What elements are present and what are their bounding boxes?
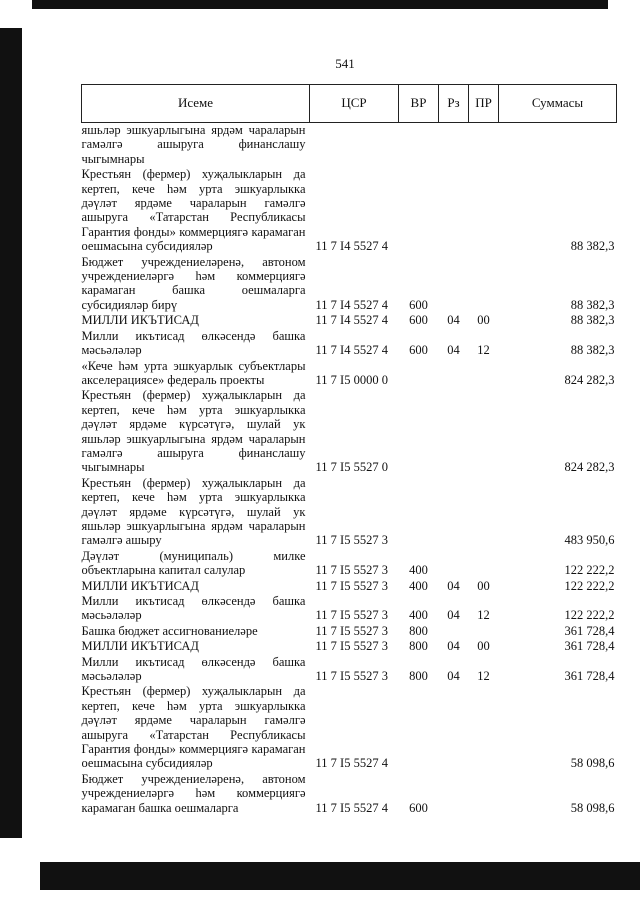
cell-name: Милли икътисад өлкәсендә башка мәсьәләләр [81, 594, 306, 623]
cell-pr [469, 388, 499, 475]
cell-name: Башка бюджет ассигнованиеләре [81, 623, 258, 638]
cell-sum: 122 222,2 [564, 608, 615, 623]
cell-csr: 11 7 I4 5527 4 [315, 343, 388, 358]
table-row [82, 594, 617, 624]
cell-sum [499, 123, 617, 168]
cell-rz: 04 [447, 639, 460, 654]
table-row [82, 123, 617, 168]
header-csr: ЦСР [310, 85, 399, 123]
cell-vr: 600 [409, 800, 428, 815]
table-row [82, 313, 617, 328]
cell-sum: 88 382,3 [570, 239, 615, 254]
cell-pr [469, 684, 499, 771]
cell-vr: 800 [409, 623, 428, 638]
cell-pr: 00 [477, 578, 490, 593]
cell-name: Милли икътисад өлкәсендә башка мәсьәләләр [81, 328, 306, 358]
cell-sum: 122 222,2 [564, 563, 615, 578]
cell-pr [469, 476, 499, 549]
cell-sum: 361 728,4 [564, 669, 615, 684]
cell-rz [439, 549, 469, 579]
scan-border-left [0, 28, 22, 838]
scan-border-bottom [40, 862, 640, 890]
cell-name: Крестьян (фермер) хуҗалыкларын да кертеп, кече һәм урта эшкуарлыкка дәүләт ярдәме чараларын гамәлгә ашыруга «Татарстан Республикасы Гарантия фонды» коммерциягә карамаган оешмасына субсидияләр [81, 684, 306, 771]
cell-name: Бюджет учреждениеләренә, автоном учреждениеләргә һәм коммерциягә карамаган башка оешмаларга субсидияләр бирү [81, 254, 306, 312]
header-pr: ПР [469, 85, 499, 123]
cell-name: Милли икътисад өлкәсендә башка мәсьәләләр [81, 654, 306, 684]
cell-name: МИЛЛИ ИКЪТИСАД [81, 639, 199, 654]
cell-name: Крестьян (фермер) хуҗалыкларын да кертеп, кече һәм урта эшкуарлыкка дәүләт ярдәме чараларын гамәлгә ашыруга «Татарстан Республикасы Гарантия фонды» коммерциягә карамаган оешмасына субсидияләр [81, 167, 306, 254]
cell-csr: 11 7 I4 5527 4 [315, 313, 388, 328]
cell-csr: 11 7 I5 0000 0 [315, 372, 388, 387]
table-row [82, 684, 617, 771]
cell-name: яшьләр эшкуарлыгына ярдәм чараларын гамәлгә ашыруга финанслашу чыгымнары [81, 123, 306, 166]
table-row [82, 476, 617, 549]
cell-sum: 88 382,3 [570, 297, 615, 312]
cell-rz [439, 476, 469, 549]
header-vr: ВР [399, 85, 439, 123]
cell-csr: 11 7 I5 5527 4 [315, 800, 388, 815]
cell-csr: 11 7 I5 5527 3 [315, 669, 388, 684]
header-sum: Суммасы [499, 85, 617, 123]
table-row [82, 359, 617, 389]
table-row [82, 388, 617, 475]
cell-name: МИЛЛИ ИКЪТИСАД [81, 578, 199, 593]
cell-pr [469, 359, 499, 389]
cell-csr: 11 7 I5 5527 3 [315, 623, 388, 638]
cell-csr: 11 7 I5 5527 3 [315, 533, 388, 548]
cell-rz: 04 [447, 313, 460, 328]
budget-table [81, 84, 617, 816]
cell-sum: 824 282,3 [564, 460, 615, 475]
cell-sum: 88 382,3 [570, 343, 615, 358]
cell-rz: 04 [447, 343, 460, 358]
cell-vr [399, 167, 439, 254]
table-row [82, 549, 617, 579]
cell-sum: 122 222,2 [564, 578, 615, 593]
cell-sum: 88 382,3 [570, 313, 615, 328]
cell-csr: 11 7 I5 5527 3 [315, 639, 388, 654]
table-header-row [82, 85, 617, 123]
scan-border-top [32, 0, 608, 9]
cell-rz: 04 [447, 608, 460, 623]
cell-vr [399, 359, 439, 389]
cell-rz [439, 123, 469, 168]
cell-vr: 400 [409, 578, 428, 593]
cell-rz: 04 [447, 578, 460, 593]
cell-pr: 12 [477, 343, 490, 358]
cell-rz [439, 167, 469, 254]
cell-pr [469, 123, 499, 168]
cell-vr: 600 [409, 343, 428, 358]
cell-sum: 483 950,6 [564, 533, 615, 548]
cell-name: Бюджет учреждениеләренә, автоном учреждениеләргә һәм коммерциягә карамаган башка оешмаларга [81, 771, 306, 815]
cell-vr [399, 684, 439, 771]
table-row [82, 579, 617, 594]
cell-pr: 12 [477, 669, 490, 684]
table-row [82, 772, 617, 816]
cell-rz [439, 772, 469, 816]
header-name: Исеме [82, 85, 310, 123]
cell-name: «Кече һәм урта эшкуарлык субъектлары акселерациясе» федераль проекты [81, 358, 306, 387]
cell-pr: 12 [477, 608, 490, 623]
cell-vr: 400 [409, 608, 428, 623]
table-row [82, 639, 617, 654]
cell-sum: 361 728,4 [564, 623, 615, 638]
cell-pr [469, 772, 499, 816]
cell-vr [399, 388, 439, 475]
cell-vr: 400 [409, 563, 428, 578]
cell-name: Крестьян (фермер) хуҗалыкларын да кертеп, кече һәм урта эшкуарлыкка дәүләт ярдәме күрсәтүгә, шулай ук яшьләр эшкуарлыгына ярдәм чараларын гамәлгә ашыру [81, 475, 306, 548]
cell-rz: 04 [447, 669, 460, 684]
cell-csr [310, 123, 399, 168]
cell-sum: 58 098,6 [570, 800, 615, 815]
cell-csr: 11 7 I5 5527 3 [315, 563, 388, 578]
cell-vr: 800 [409, 669, 428, 684]
cell-name: Дәүләт (муниципаль) милке объектларына капитал салулар [81, 548, 306, 578]
cell-csr: 11 7 I5 5527 3 [315, 578, 388, 593]
cell-name: Крестьян (фермер) хуҗалыкларын да кертеп, кече һәм урта эшкуарлыкка дәүләт ярдәме күрсәтүгә, шулай ук яшьләр эшкуарлыгына ярдәм чараларын гамәлгә ашыруга финанслашу чыгымнары [81, 388, 306, 475]
table-body [82, 123, 617, 817]
cell-pr: 00 [477, 313, 490, 328]
cell-vr [399, 476, 439, 549]
cell-rz [439, 359, 469, 389]
table-row [82, 624, 617, 639]
cell-pr [469, 549, 499, 579]
table-row [82, 167, 617, 254]
cell-csr: 11 7 I5 5527 0 [315, 460, 388, 475]
cell-name: МИЛЛИ ИКЪТИСАД [81, 313, 199, 328]
cell-pr [469, 167, 499, 254]
cell-sum: 361 728,4 [564, 639, 615, 654]
cell-csr: 11 7 I5 5527 4 [315, 756, 388, 771]
cell-sum: 824 282,3 [564, 372, 615, 387]
cell-rz [439, 624, 469, 639]
cell-csr: 11 7 I4 5527 4 [315, 297, 388, 312]
cell-rz [439, 255, 469, 314]
header-rz: Рз [439, 85, 469, 123]
cell-pr [469, 624, 499, 639]
cell-rz [439, 388, 469, 475]
cell-csr: 11 7 I4 5527 4 [315, 239, 388, 254]
cell-csr: 11 7 I5 5527 3 [315, 608, 388, 623]
cell-vr: 600 [409, 297, 428, 312]
cell-pr: 00 [477, 639, 490, 654]
budget-table-container [81, 84, 616, 816]
cell-rz [439, 684, 469, 771]
page-number: 541 [335, 56, 355, 71]
table-row [82, 255, 617, 314]
table-row [82, 655, 617, 685]
cell-vr: 800 [409, 639, 428, 654]
cell-sum: 58 098,6 [570, 756, 615, 771]
table-row [82, 329, 617, 359]
cell-vr: 600 [409, 313, 428, 328]
cell-vr [399, 123, 439, 168]
cell-pr [469, 255, 499, 314]
